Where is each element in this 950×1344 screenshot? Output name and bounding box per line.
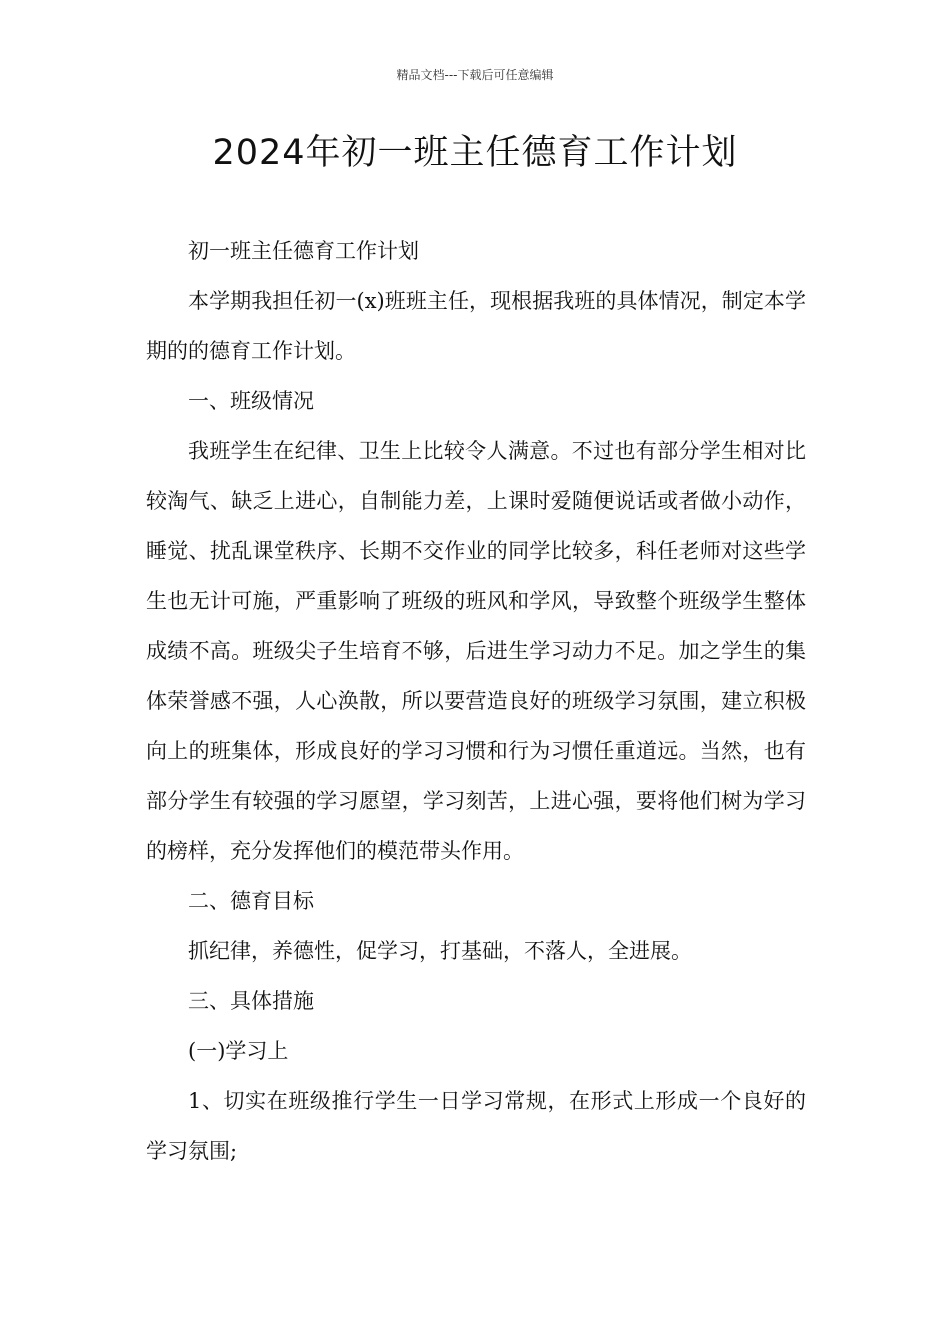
paragraph-moral-goals: 抓纪律，养德性，促学习，打基础，不落人，全进展。 bbox=[188, 939, 692, 963]
section-heading-specific-measures: 三、具体措施 bbox=[188, 989, 314, 1013]
paragraph-subtitle: 初一班主任德育工作计划 bbox=[188, 239, 419, 263]
subsection-heading-study: (一)学习上 bbox=[188, 1039, 289, 1063]
section-heading-class-situation: 一、班级情况 bbox=[188, 389, 314, 413]
paragraph-measure-1: 1、切实在班级推行学生一日学习常规，在形式上形成一个良好的学习氛围; bbox=[146, 1089, 806, 1163]
header-note: 精品文档---下载后可任意编辑 bbox=[396, 68, 554, 82]
document-body bbox=[146, 226, 806, 1176]
paragraph-intro: 本学期我担任初一(x)班班主任，现根据我班的具体情况，制定本学期的的德育工作计划。 bbox=[146, 289, 806, 363]
paragraph-class-situation: 我班学生在纪律、卫生上比较令人满意。不过也有部分学生相对比较淘气、缺乏上进心，自制能力差，上课时爱随便说话或者做小动作，睡觉、扰乱课堂秩序、长期不交作业的同学比较多，科任老师对这些学生也无计可施，严重影响了班级的班风和学风，导致整个班级学生整体成绩不高。班级尖子生培育不够，后进生学习动力不足。加之学生的集体荣誉感不强，人心涣散，所以要营造良好的班级学习氛围，建立积极向上的班集体，形成良好的学习习惯和行为习惯任重道远。当然，也有部分学生有较强的学习愿望，学习刻苦，上进心强，要将他们树为学习的榜样，充分发挥他们的模范带头作用。 bbox=[146, 439, 806, 863]
document-title: 2024年初一班主任德育工作计划 bbox=[212, 133, 738, 173]
section-heading-moral-goals: 二、德育目标 bbox=[188, 889, 314, 913]
